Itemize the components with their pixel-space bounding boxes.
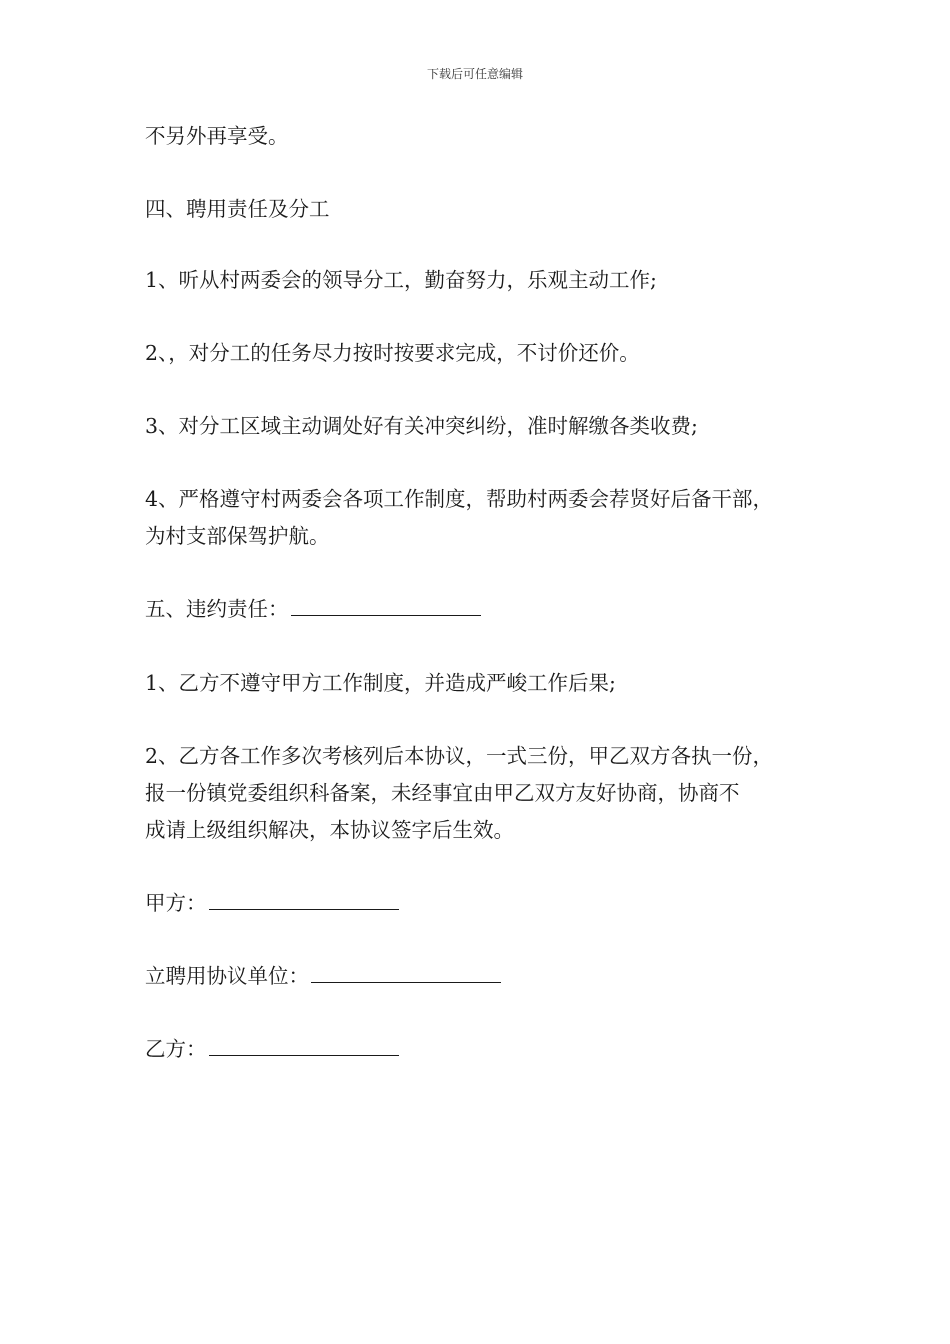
field-label: 乙方：	[145, 1037, 207, 1061]
text-line: 1、乙方不遵守甲方工作制度，并造成严峻工作后果;	[145, 671, 616, 695]
text-line: 不另外再享受。	[145, 124, 289, 148]
text-line: 4、严格遵守村两委会各项工作制度，帮助村两委会荐贤好后备干部，	[145, 487, 774, 511]
text-line: 成请上级组织解决，本协议签字后生效。	[145, 818, 514, 842]
text-line: 报一份镇党委组织科备案，未经事宜由甲乙双方友好协商，协商不	[145, 781, 740, 805]
paragraph	[145, 665, 845, 702]
signature-line	[145, 885, 845, 922]
blank-line	[209, 887, 399, 910]
text-line: 为村支部保驾护航。	[145, 524, 330, 548]
paragraph	[145, 262, 845, 299]
page-header: 下载后可任意编辑	[426, 67, 523, 81]
field-label: 立聘用协议单位：	[145, 964, 309, 988]
field-label: 五、违约责任：	[145, 597, 289, 621]
signature-line	[145, 1031, 845, 1068]
text-line: 3、对分工区域主动调处好有关冲突纠纷，准时解缴各类收费;	[145, 414, 698, 438]
section-heading	[145, 191, 845, 228]
paragraph	[145, 481, 845, 555]
paragraph	[145, 408, 845, 445]
paragraph	[145, 118, 845, 155]
text-line: 2、乙方各工作多次考核列后本协议，一式三份，甲乙双方各执一份，	[145, 744, 774, 768]
text-line: 1、听从村两委会的领导分工，勤奋努力，乐观主动工作;	[145, 268, 657, 292]
text-line: 四、聘用责任及分工	[145, 197, 330, 221]
text-line: 2、，对分工的任务尽力按时按要求完成，不讨价还价。	[145, 341, 640, 365]
paragraph	[145, 335, 845, 372]
section-heading	[145, 591, 845, 628]
blank-line	[291, 593, 481, 616]
blank-line	[209, 1033, 399, 1056]
paragraph	[145, 738, 845, 849]
blank-line	[311, 960, 501, 983]
signature-line	[145, 958, 845, 995]
field-label: 甲方：	[145, 891, 207, 915]
